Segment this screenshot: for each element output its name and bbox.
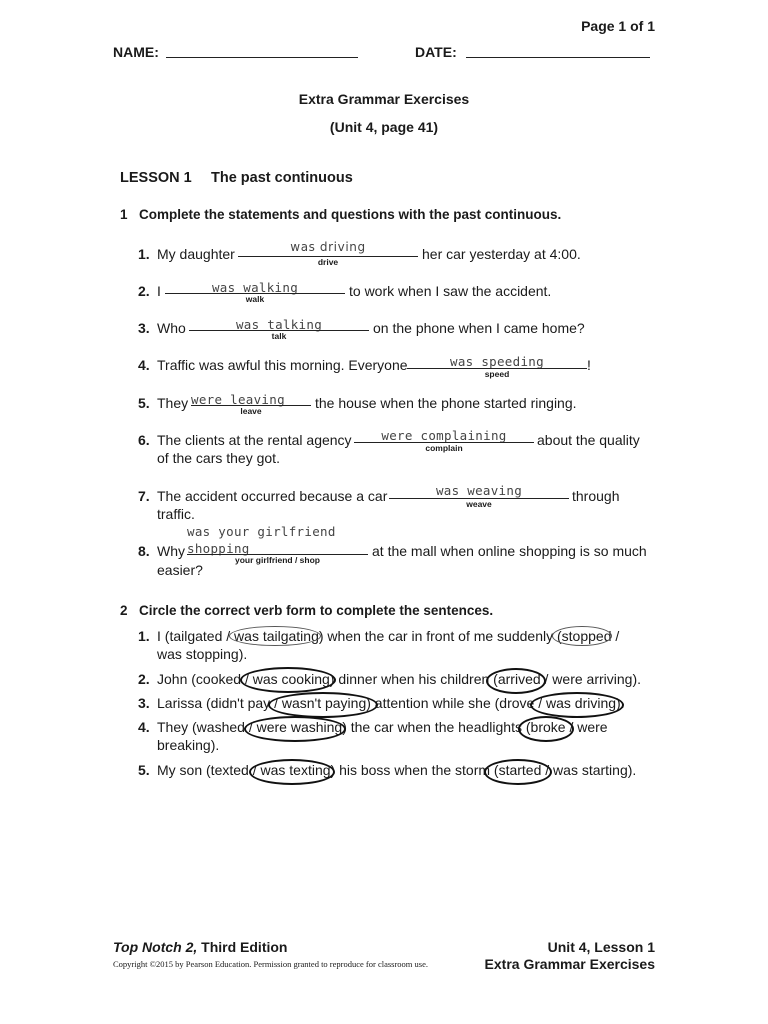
answer-text: was driving	[290, 240, 366, 254]
item-text-after: to work when I saw the accident.	[349, 283, 552, 299]
verb-hint: complain	[425, 443, 463, 453]
exercise-1-number: 1	[120, 207, 128, 222]
item-text-before: The accident occurred because a car	[157, 488, 388, 504]
item-text-before: I	[157, 283, 161, 299]
sentence-line1: Larissa (didn't pay / wasn't paying) attention while she (drove / was driving).	[157, 695, 625, 711]
item-text-line2: easier?	[157, 562, 203, 578]
lesson-title: The past continuous	[211, 170, 353, 186]
answer-text: was talking	[235, 317, 323, 332]
date-field[interactable]	[466, 57, 650, 58]
book-title: Top Notch 2,	[113, 939, 198, 955]
answer-text-top: was your girlfriend	[187, 524, 336, 539]
answer-circle	[484, 759, 552, 785]
item-text-before: Traffic was awful this morning. Everyone	[157, 357, 408, 373]
verb-hint: walk	[245, 294, 265, 304]
item-number: 5.	[138, 395, 150, 411]
item-text-before: The clients at the rental agency	[157, 432, 352, 448]
date-label: DATE:	[415, 44, 457, 60]
sentence-line1: My son (texted / was texting) his boss when the storm (started / was starting).	[157, 762, 637, 778]
footer-copyright: Copyright ©2015 by Pearson Education. Permission granted to reproduce for classroom use.	[113, 959, 428, 969]
item-text-before: My daughter	[157, 246, 235, 262]
item-text-after: on the phone when I came home?	[373, 320, 585, 336]
item-text-before: They	[157, 395, 189, 411]
item-text-after: the house when the phone started ringing.	[315, 395, 577, 411]
sentence-line2: was stopping).	[157, 646, 248, 662]
verb-hint: talk	[271, 331, 287, 341]
item-number: 6.	[138, 432, 150, 448]
answer-circle	[486, 668, 546, 694]
item-number: 5.	[138, 762, 150, 778]
footer-unit: Unit 4, Lesson 1	[547, 939, 655, 955]
item-text-before: Why	[157, 543, 185, 559]
item-text-after: her car yesterday at 4:00.	[422, 246, 581, 262]
item-number: 4.	[138, 719, 150, 735]
answer-circle	[530, 692, 624, 718]
item-number: 3.	[138, 320, 150, 336]
item-number: 1.	[138, 628, 150, 644]
answer-text: was speeding	[450, 354, 544, 369]
item-text-line2: traffic.	[157, 506, 195, 522]
sentence-line2: breaking).	[157, 737, 220, 753]
exercise-2-number: 2	[120, 603, 128, 618]
item-text-line2: of the cars they got.	[157, 450, 280, 466]
verb-hint: weave	[466, 499, 492, 509]
page-title: Extra Grammar Exercises	[298, 91, 470, 107]
verb-hint: drive	[317, 257, 339, 267]
item-text-before: Who	[157, 320, 186, 336]
name-field[interactable]	[166, 57, 358, 58]
sentence-line1: I (tailgated / was tailgating) when the car in front of me suddenly (stopped /	[157, 628, 620, 644]
answer-text: shopping	[187, 541, 250, 556]
answer-text: were complaining	[381, 428, 507, 443]
answer-circle	[240, 667, 336, 693]
item-number: 2.	[138, 671, 150, 687]
page-subtitle: (Unit 4, page 41)	[329, 119, 439, 135]
footer-section: Extra Grammar Exercises	[484, 956, 655, 972]
item-text-after: through	[572, 488, 620, 504]
exercise-2-instruction: Circle the correct verb form to complete the sentences.	[139, 603, 494, 618]
name-label: NAME:	[113, 44, 159, 60]
answer-circle	[552, 626, 612, 646]
answer-text: was walking	[211, 280, 299, 295]
answer-circle	[244, 716, 346, 742]
exercise-1-instruction: Complete the statements and questions with the past continuous.	[139, 207, 562, 222]
footer-book-title	[113, 939, 287, 955]
lesson-number: LESSON 1	[120, 170, 192, 186]
answer-circle	[229, 626, 321, 646]
item-number: 7.	[138, 488, 150, 504]
item-number: 4.	[138, 357, 150, 373]
item-text-after: about the quality	[537, 432, 640, 448]
item-text-after: !	[587, 357, 591, 373]
item-number: 2.	[138, 283, 150, 299]
answer-circle	[518, 716, 574, 742]
verb-hint: speed	[484, 369, 510, 379]
verb-hint: leave	[240, 406, 262, 416]
answer-circle	[249, 759, 335, 785]
page-number: Page 1 of 1	[581, 18, 655, 34]
verb-hint: your girlfriend / shop	[234, 555, 320, 565]
answer-text: was weaving	[435, 483, 523, 498]
item-number: 3.	[138, 695, 150, 711]
sentence-line1: They (washed / were washing) the car when the headlights (broke / were	[157, 719, 608, 735]
answer-circle	[268, 692, 378, 718]
item-number: 1.	[138, 246, 150, 262]
book-edition: Third Edition	[197, 939, 288, 955]
item-number: 8.	[138, 543, 150, 559]
answer-text: were leaving	[191, 392, 285, 407]
sentence-line1: John (cooked / was cooking) dinner when his children (arrived / were arriving).	[157, 671, 641, 687]
item-text-after: at the mall when online shopping is so much	[372, 543, 647, 559]
